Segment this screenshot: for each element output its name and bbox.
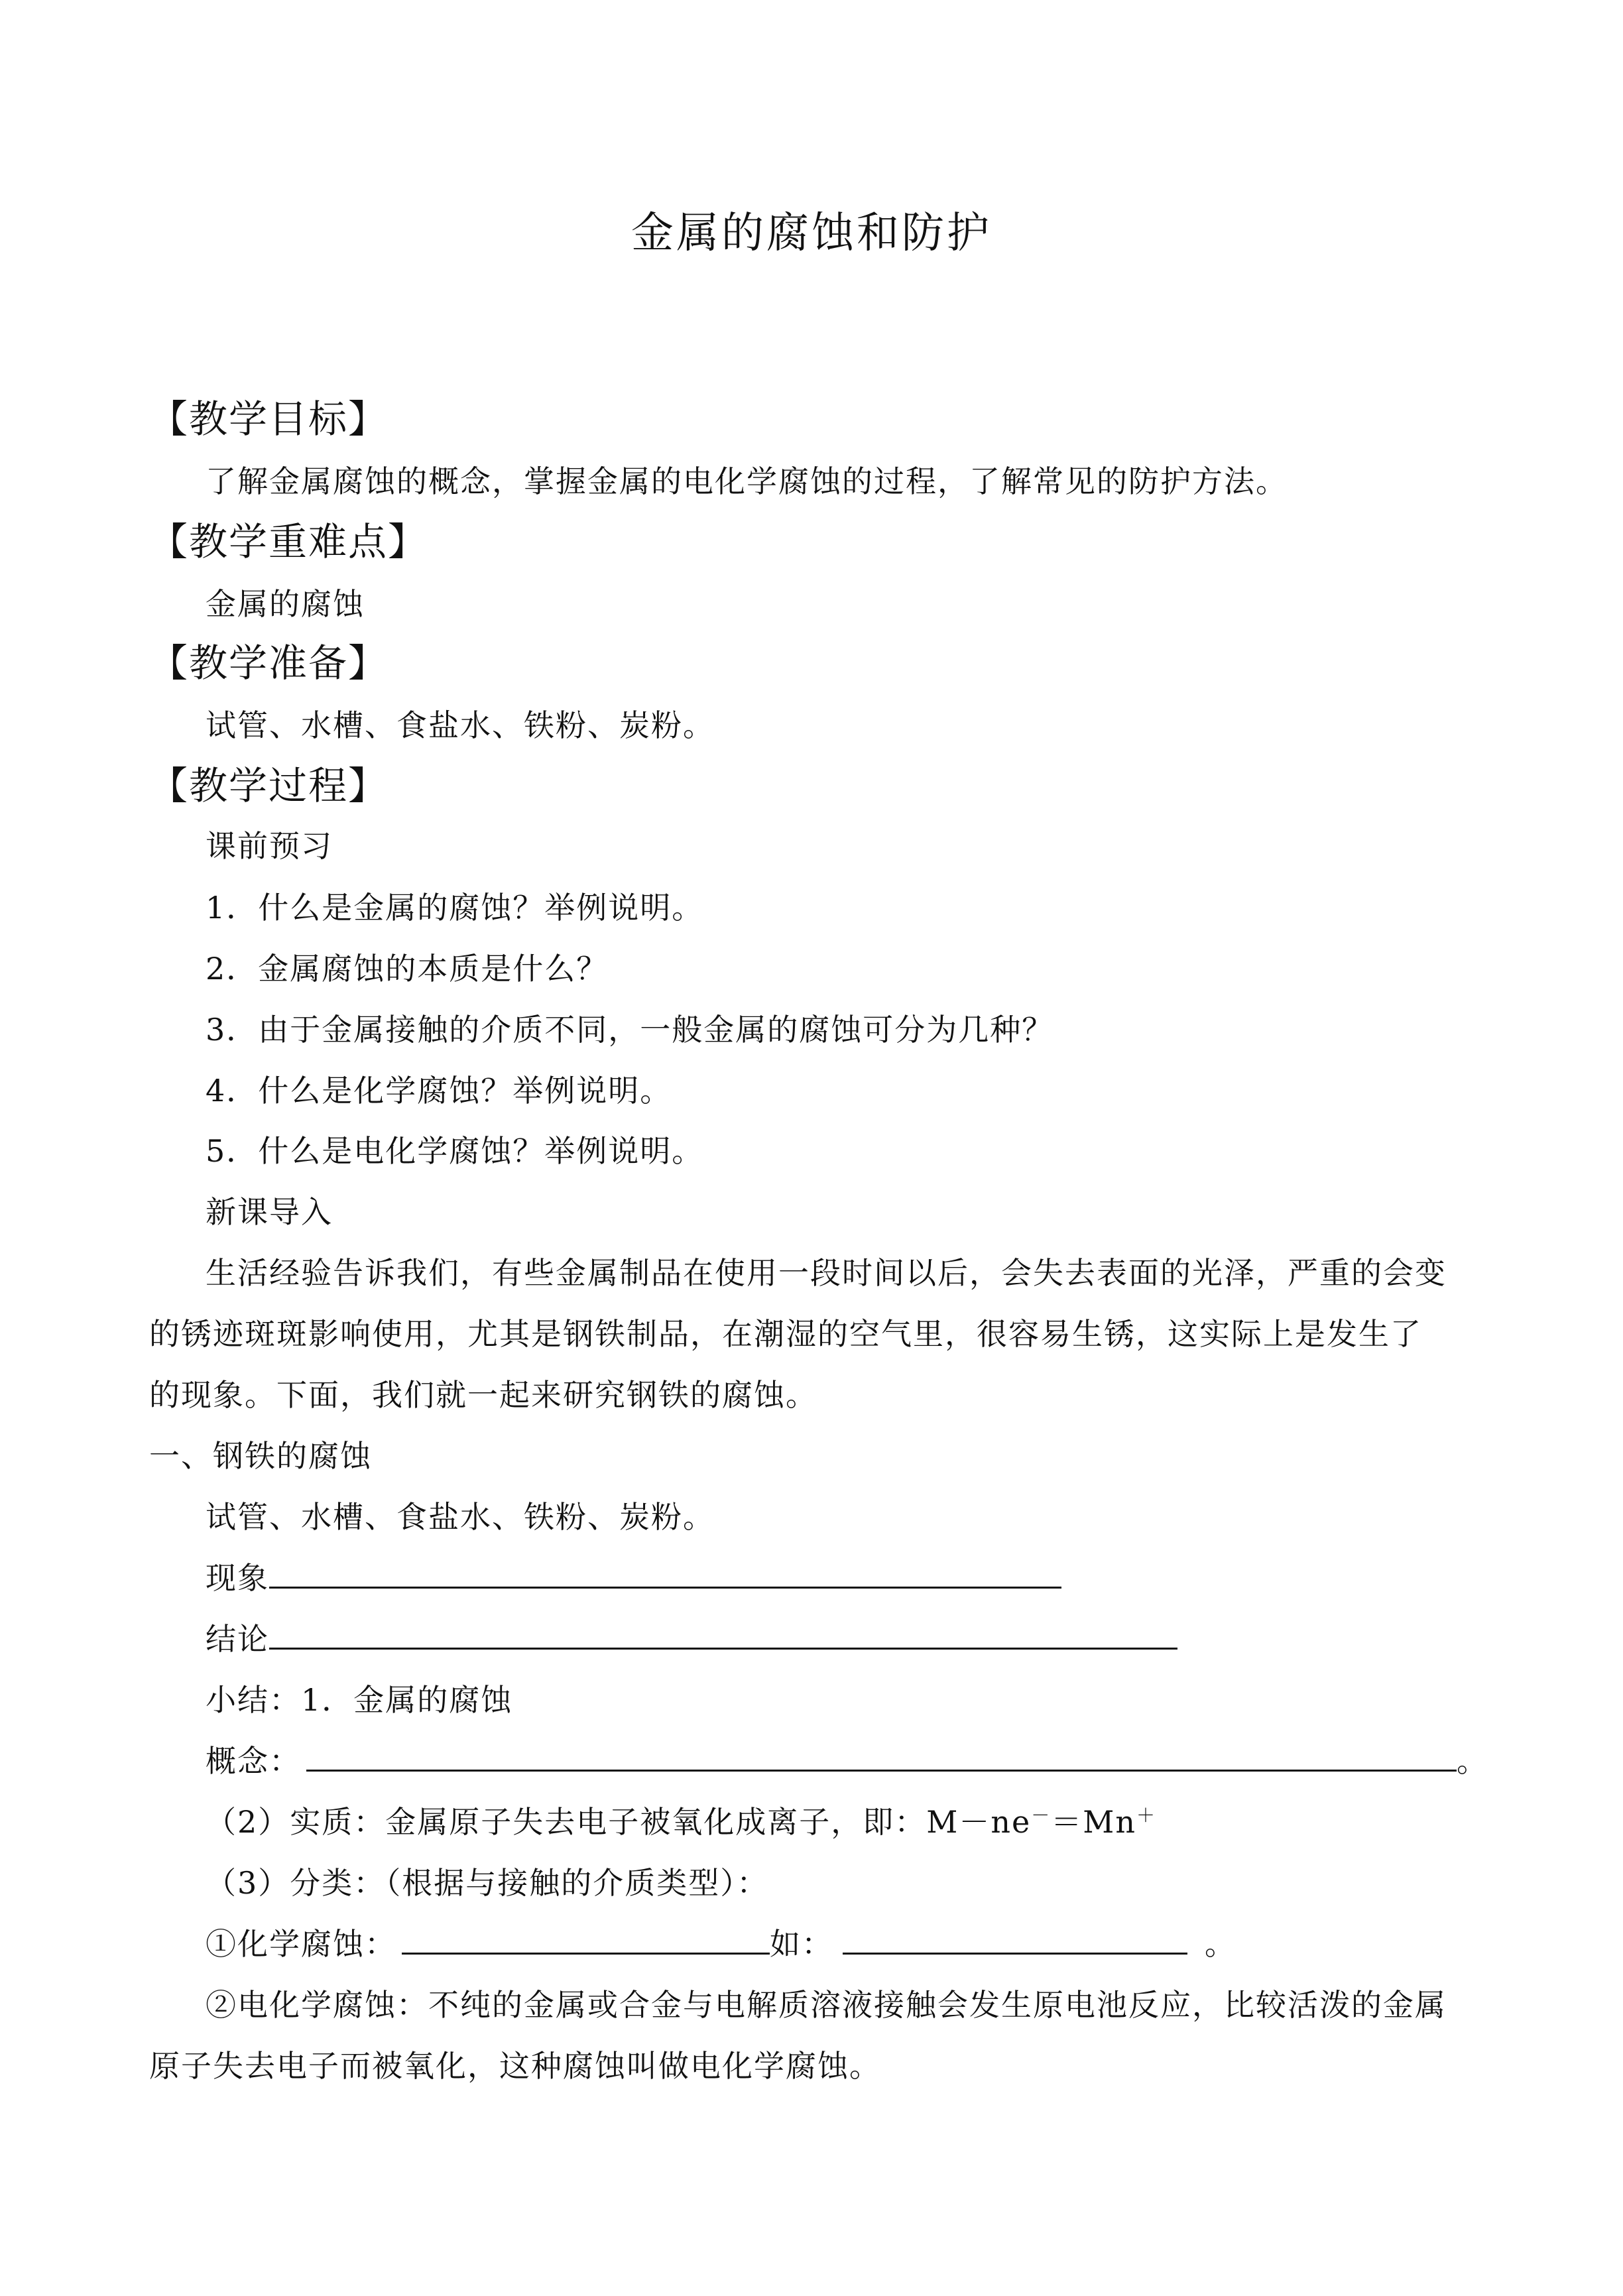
essence-middle: ＝Mn	[1051, 1804, 1136, 1840]
conclusion-blank[interactable]	[269, 1618, 1177, 1650]
preparation-text: 试管、水槽、食盐水、铁粉、炭粉。	[206, 707, 715, 743]
page-title: 金属的腐蚀和防护	[631, 209, 992, 258]
process-heading: 【教学过程】	[149, 763, 389, 808]
chemical-example-blank[interactable]	[843, 1923, 1187, 1955]
conclusion-row	[206, 1615, 1177, 1659]
essence-superscript-minus: －	[1031, 1804, 1052, 1827]
essence-line	[206, 1798, 1156, 1842]
summary-line: 小结：1．金属的腐蚀	[206, 1682, 513, 1718]
intro-paragraph-line-1: 生活经验告诉我们，有些金属制品在使用一段时间以后，会失去表面的光泽，严重的会变	[206, 1255, 1447, 1291]
key-points-heading: 【教学重难点】	[149, 519, 428, 564]
phenomenon-blank[interactable]	[269, 1557, 1061, 1589]
preview-label: 课前预习	[206, 828, 333, 864]
preview-question-1: 1．什么是金属的腐蚀？举例说明。	[206, 890, 704, 926]
preview-question-4: 4．什么是化学腐蚀？举例说明。	[206, 1073, 672, 1109]
chemical-corrosion-label: ①化学腐蚀：	[206, 1926, 396, 1962]
electrochemical-line-2: 原子失去电子而被氧化，这种腐蚀叫做电化学腐蚀。	[149, 2048, 881, 2084]
intro-paragraph-line-2: 的锈迹斑斑影响使用，尤其是钢铁制品，在潮湿的空气里，很容易生锈，这实际上是发生了	[149, 1316, 1422, 1352]
classification-line: （3）分类：（根据与接触的介质类型）：	[206, 1865, 769, 1901]
essence-prefix: （2）实质：金属原子失去电子被氧化成离子，即：M－ne	[206, 1804, 1032, 1840]
concept-blank[interactable]	[306, 1740, 1457, 1772]
chemical-corrosion-row	[206, 1920, 1236, 1964]
phenomenon-label: 现象	[206, 1560, 269, 1596]
chemical-end: 。	[1205, 1926, 1236, 1962]
phenomenon-row	[206, 1554, 1061, 1598]
intro-paragraph-line-3: 的现象。下面，我们就一起来研究钢铁的腐蚀。	[149, 1377, 817, 1413]
preview-question-2: 2．金属腐蚀的本质是什么？	[206, 951, 609, 987]
chemical-example-label: 如：	[770, 1926, 833, 1962]
conclusion-label: 结论	[206, 1621, 269, 1657]
objectives-heading: 【教学目标】	[149, 396, 389, 442]
intro-label: 新课导入	[206, 1194, 333, 1230]
preparation-heading: 【教学准备】	[149, 640, 389, 686]
section-1-materials: 试管、水槽、食盐水、铁粉、炭粉。	[206, 1499, 715, 1535]
essence-superscript-plus: ＋	[1136, 1804, 1156, 1827]
preview-question-3: 3．由于金属接触的介质不同，一般金属的腐蚀可分为几种？	[206, 1012, 1054, 1048]
key-points-text: 金属的腐蚀	[206, 586, 365, 622]
objectives-text: 了解金属腐蚀的概念，掌握金属的电化学腐蚀的过程，了解常见的防护方法。	[206, 463, 1288, 499]
concept-row	[206, 1737, 1488, 1781]
preview-question-5: 5．什么是电化学腐蚀？举例说明。	[206, 1133, 704, 1169]
concept-label: 概念：	[206, 1743, 301, 1779]
chemical-corrosion-blank[interactable]	[402, 1923, 770, 1955]
concept-end: 。	[1457, 1743, 1488, 1779]
section-1-heading: 一、钢铁的腐蚀	[149, 1438, 372, 1474]
electrochemical-line-1: ②电化学腐蚀：不纯的金属或合金与电解质溶液接触会发生原电池反应，比较活泼的金属	[206, 1987, 1447, 2023]
